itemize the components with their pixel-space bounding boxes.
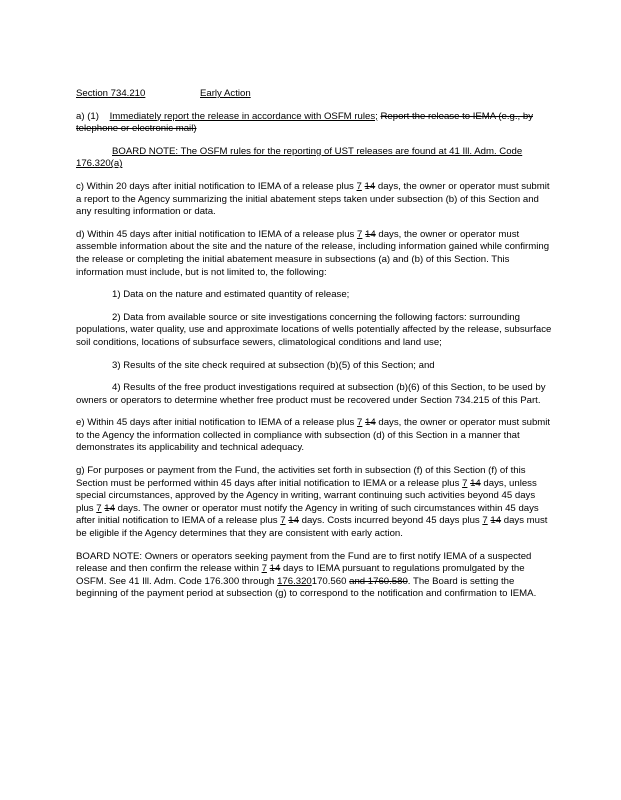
subsection-g-inserted-3: 7 [280,515,286,527]
subsection-g-inserted-1: 7 [462,477,468,489]
subsection-g-deleted-4: 14 [490,515,502,527]
subsection-g-text-3: days. The owner or operator must notify the Agency in writing of such circumstances within 45 days after initial notification to IEMA of a release plus [76,502,539,527]
subsection-d-item-4: 4) Results of the free product investigations required at subsection (b)(6) of this Section, to be used by owners or operators to determine whether free product must be recovered under Section 734.215 of this Part. [76,382,546,406]
subsection-c [76,181,552,219]
subsection-c-text-2: days, the owner or operator must submit a report to the Agency summarizing the initial abatement steps taken under subsection (b) of this Section and any resulting information or data. [76,180,550,218]
subsection-g-text-5: days must be eligible if the Agency determines that they are consistent with early action. [76,515,548,540]
subsection-e-inserted: 7 [357,417,363,429]
subsection-e [76,417,552,455]
subsection-a-deleted: Report the release to IEMA (e.g., by telephone or electronic mail) [76,110,533,135]
subsection-g-deleted-2: 14 [104,502,115,514]
subsection-e-deleted: 14 [365,417,376,429]
board-note-2-inserted-2: 176.320 [277,575,312,587]
board-note-2-deleted-2: and 1760.580 [349,575,408,587]
subsection-c-inserted: 7 [356,180,362,192]
subsection-e-text-1: e) Within 45 days after initial notification to IEMA of a release plus [76,417,358,429]
section-title: Early Action [200,88,251,99]
board-note-2-deleted-1: 14 [269,563,281,575]
subsection-d-text-1: d) Within 45 days after initial notification to IEMA of a release plus [76,228,358,240]
board-note-2-text-3: 170.560 [311,575,350,587]
subsection-g-text-4: days. Costs incurred beyond 45 days plus [298,515,483,527]
board-note-1: BOARD NOTE: The OSFM rules for the reporting of UST releases are found at 41 Ill. Adm. Code 176.320(a) [76,145,523,170]
subsection-a-prefix: a) (1) [76,110,99,122]
subsection-c-deleted: 14 [364,180,376,192]
subsection-g-text-2: days, unless special circumstances, approved by the Agency in writing, warrant continuing such activities beyond 45 days plus [76,477,537,514]
subsection-a [76,111,552,136]
section-number: Section 734.210 [76,88,146,99]
subsection-g-inserted-4: 7 [482,515,488,527]
board-note-2-text-1: BOARD NOTE: Owners or operators seeking payment from the Fund are to first notify IEMA of a suspected release and then confirm the release within [76,550,532,575]
board-note-2-text-4: . The Board is setting the beginning of the payment period at subsection (g) to correspond to the notification and confirmation to IEMA. [76,575,537,600]
subsection-d-text-2: days, the owner or operator must assemble information about the site and the nature of the release, including information gained while confirming the release or completing the initial abatement measure in subsections (a) and (b) of this Section. This information must include, but is not limited to, the following: [76,228,550,278]
subsection-g-deleted-1: 14 [470,477,481,489]
subsection-g-text-1: g) For purposes or payment from the Fund, the activities set forth in subsection (f) of this Section (f) of this Section must be performed within 45 days after initial notification to IEMA or a release plus [76,465,526,489]
subsection-g-inserted-2: 7 [96,502,102,514]
section-heading [76,88,552,101]
board-note-2-text-2: days to IEMA pursuant to regulations promulgated by the OSFM. See 41 Ill. Adm. Code 176.300 through [76,563,525,587]
subsection-d-inserted: 7 [357,228,363,240]
subsection-d-item-3: 3) Results of the site check required at subsection (b)(5) of this Section; and [112,359,435,371]
subsection-g [76,465,552,541]
subsection-d-item-2: 2) Data from available source or site investigations concerning the following factors: surrounding populations, water quality, use and approximate locations of wells potentially affected by the release, subsurface soil conditions, locations of subsurface sewers, climatological conditions and land use; [76,311,552,348]
subsection-g-deleted-3: 14 [288,515,299,527]
board-note-2-inserted-1: 7 [261,563,267,575]
subsection-d-item-1: 1) Data on the nature and estimated quantity of release; [112,289,350,301]
subsection-d [76,229,552,279]
subsection-c-text-1: c) Within 20 days after initial notification to IEMA of a release plus [76,180,357,192]
subsection-a-inserted: Immediately report the release in accordance with OSFM rules; [109,110,378,122]
board-note-2 [76,551,552,601]
subsection-d-deleted: 14 [365,228,376,240]
document-body [76,88,552,611]
subsection-e-text-2: days, the owner or operator must submit to the Agency the information collected in compliance with subsection (d) of this Section in a manner that demonstrates its applicability and technical adequacy. [76,417,551,454]
